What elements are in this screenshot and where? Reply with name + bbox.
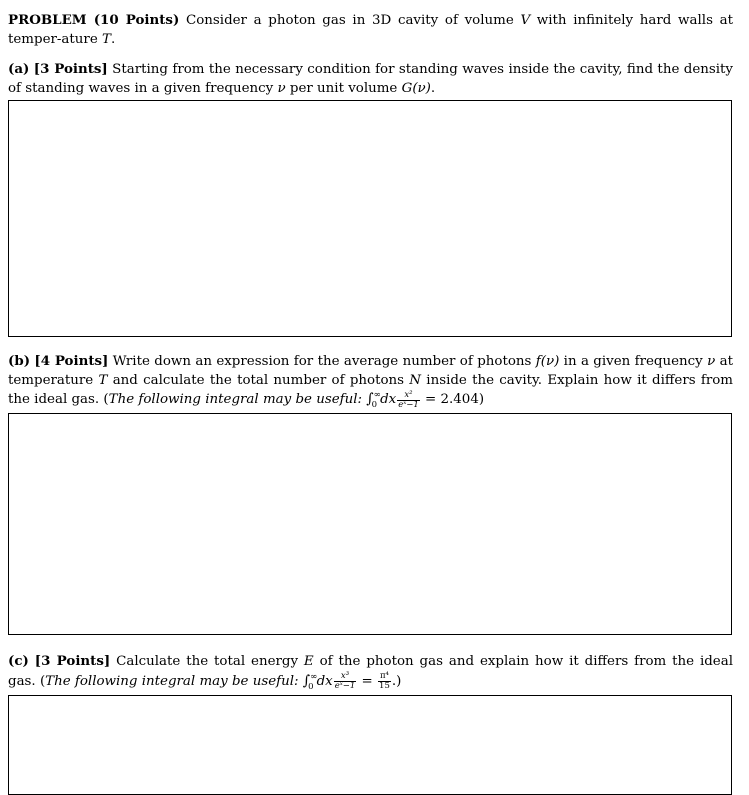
part-b-text: at temperature <box>8 354 733 388</box>
part-c-text: of the photon gas and explain how it differs from the ideal gas. ( <box>8 654 733 689</box>
part-b-label: (b) <box>8 353 31 369</box>
var-nu: ν <box>707 354 716 369</box>
fraction-numerator: π⁴ <box>379 671 389 682</box>
part-a-label: (a) <box>8 61 30 77</box>
integral-sign: ∫ <box>366 391 374 407</box>
integral-upper-limit: ∞ <box>373 390 381 400</box>
part-c-text: .) <box>391 673 402 689</box>
part-b-text: and calculate the total number of photons <box>107 372 410 388</box>
var-energy: E <box>303 654 314 669</box>
part-a-text: . <box>430 80 436 96</box>
answer-box-a[interactable] <box>8 100 732 337</box>
problem-statement <box>8 11 733 49</box>
answer-box-c[interactable] <box>8 695 732 795</box>
part-b-hint: The following integral may be useful: <box>108 392 362 407</box>
fraction-denominator: eˣ−1 <box>398 399 419 410</box>
fraction-denominator: 15 <box>379 681 390 692</box>
result-fraction <box>378 672 391 691</box>
problem-text: . <box>110 31 116 47</box>
integrand-fraction <box>334 672 357 691</box>
integral-dx: dx <box>316 673 333 689</box>
fraction-denominator: eˣ−1 <box>334 681 356 692</box>
problem-text: with infinitely hard walls at temper-ature <box>8 13 733 47</box>
part-c-hint: The following integral may be useful: <box>45 673 299 689</box>
part-c-question <box>8 652 733 692</box>
part-b-text: Write down an expression for the average number of photons <box>108 354 536 369</box>
var-n: N <box>409 372 422 388</box>
part-b-text: in a given frequency <box>559 354 708 369</box>
integral-sign: ∫ <box>302 672 311 689</box>
problem-text: Consider a photon gas in 3D cavity of volume <box>179 13 521 28</box>
integral-upper-limit: ∞ <box>310 671 318 682</box>
fraction-numerator: x² <box>397 391 420 401</box>
part-b-question <box>8 352 733 411</box>
problem-heading: PROBLEM (10 Points) <box>8 12 180 28</box>
fraction-numerator: x³ <box>334 672 357 682</box>
part-b-text: inside the cavity. Explain how it differs from the ideal gas. ( <box>8 372 733 407</box>
integral-dx: dx <box>380 392 397 407</box>
integral-lower-limit: 0 <box>371 400 378 410</box>
part-b-points: [4 Points] <box>34 353 109 369</box>
part-a-points: [3 Points] <box>33 61 108 77</box>
integral-lower-limit: 0 <box>308 681 314 692</box>
part-c-label: (c) <box>8 653 29 669</box>
var-nu: ν <box>277 80 286 96</box>
part-c-text: Calculate the total energy <box>110 654 304 669</box>
equals-sign: = <box>357 673 378 689</box>
integral-result: = 2.404) <box>420 392 485 407</box>
var-f-nu: f(ν) <box>535 354 560 369</box>
var-temperature: T <box>102 31 111 47</box>
answer-box-b[interactable] <box>8 413 732 635</box>
part-a-text: per unit volume <box>285 80 402 96</box>
integrand-fraction <box>397 391 420 410</box>
var-g-nu: G(ν) <box>401 80 431 96</box>
part-a-text: Starting from the necessary condition for standing waves inside the cavity, find the density of standing waves in a given frequency <box>8 62 733 96</box>
var-volume: V <box>520 13 531 28</box>
part-a-question <box>8 60 733 98</box>
part-c-points: [3 Points] <box>34 653 111 669</box>
var-temperature: T <box>98 372 108 388</box>
